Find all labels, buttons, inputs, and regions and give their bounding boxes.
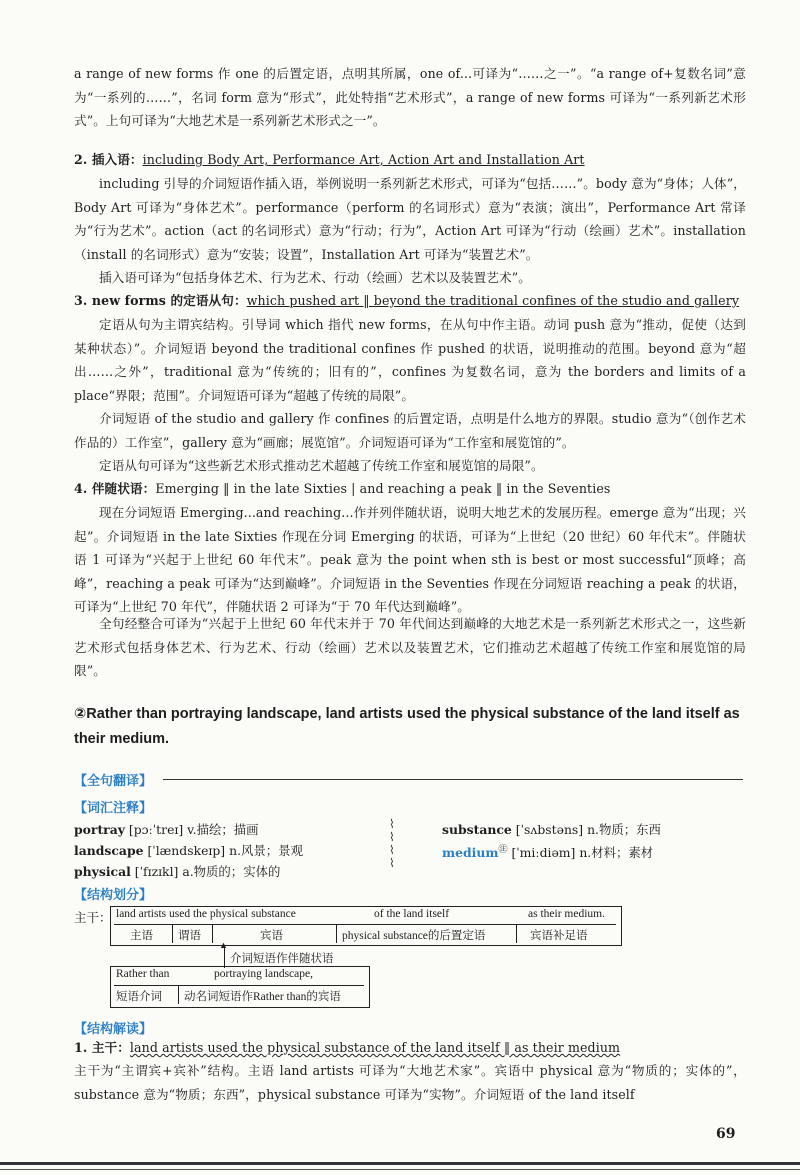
column-divider-icon: ⌇ ⌇ ⌇ ⌇	[389, 817, 395, 870]
heading-attributive-clause	[74, 289, 746, 313]
vocab-entry: portray [pɔːˈtreɪ] v.描绘；描画	[74, 822, 259, 837]
section-title-translation: 【全句翻译】	[74, 774, 153, 789]
diagram-label-object: 宾语	[260, 930, 283, 942]
diagram-seg-compl: as their medium.	[528, 908, 605, 920]
heading-text: including Body Art, Performance Art, Action Art and Installation Art	[142, 152, 585, 167]
paragraph-main-clause: 主干为“主谓宾+宾补”结构。主语 land artists 可译为“大地艺术家”。宾语中 physical 意为“物质的；实体的”，substance 意为“物质；东西”，physical substance 可译为“实物”。介词短语 of the land itself	[74, 1063, 746, 1102]
paragraph-participle: 现在分词短语 Emerging...and reaching...作并列伴随状语，说明大地艺术的发展历程。emerge 意为“出现；兴起”。介词短语 in the late Sixties 作现在分词 Emerging 的状语，可译为“上世纪（20 世纪）60 年代末”。伴随状语 1 可译为“兴起于上世纪 60 年代末”。peak 意为 the point when sth is best or most successful“顶峰；高峰”，reaching a peak 可译为“达到巅峰”。介词短语 in the Seventies 作现在分词短语 reaching a peak 的状语，可译为“上世纪 70 年代”，伴随状语 2 可译为“于 70 年代达到巅峰”。	[74, 505, 746, 614]
key-word-mark-icon: ㊟	[498, 845, 508, 855]
heading-parenthesis	[74, 148, 746, 172]
section-title-vocab: 【词汇注释】	[74, 801, 153, 816]
paragraph-studio-gallery: 介词短语 of the studio and gallery 作 confines 的后置定语，点明是什么地方的界限。studio 意为“（创作艺术作品的）工作室”，gallery 意为“画廊；展览馆”。介词短语可译为“工作室和展览馆的”。	[74, 411, 746, 450]
diagram-label-compl: 宾语补足语	[530, 930, 588, 942]
diagram-underline	[114, 985, 364, 986]
vocab-entry: physical [ˈfɪzɪkl] a.物质的；实体的	[74, 864, 281, 879]
heading-text: land artists used the physical substance of the land itself ‖ as their medium	[129, 1040, 621, 1055]
arrow-up-icon: ▲	[219, 940, 228, 950]
diagram-sep	[516, 925, 517, 943]
footer-rule	[0, 1162, 800, 1165]
heading-text: Emerging ‖ in the late Sixties | and reaching a peak ‖ in the Seventies	[155, 481, 611, 496]
diagram-underline	[114, 924, 616, 925]
diagram-seg-postmod: of the land itself	[374, 908, 450, 920]
diagram-box2-lab1: 短语介词	[116, 991, 162, 1003]
diagram-sep	[172, 925, 173, 943]
diagram-sep	[178, 986, 179, 1004]
diagram-box2-seg1: Rather than	[116, 968, 170, 980]
vocab-entry: medium㊟ [ˈmiːdiəm] n.材料；素材	[442, 845, 654, 861]
vocab-entry: landscape [ˈlændskeɪp] n.风景；景观	[74, 843, 303, 858]
diagram-sep	[336, 925, 337, 943]
translation-answer-line[interactable]	[163, 779, 743, 780]
diagram-label-subject: 主语	[130, 930, 153, 942]
vocab-list-right	[442, 819, 661, 863]
section-title-structure-analysis: 【结构解读】	[74, 1022, 153, 1037]
heading-adverbial	[74, 477, 746, 501]
diagram-box2-seg2: portraying landscape,	[214, 968, 313, 980]
section-title-structure-division: 【结构划分】	[74, 888, 153, 903]
diagram-label-verb: 谓语	[178, 930, 201, 942]
heading-main-clause	[74, 1036, 746, 1060]
sentence-structure-diagram	[72, 900, 752, 1015]
vocab-list-left	[74, 819, 303, 882]
vocab-entry: substance [ˈsʌbstəns] n.物质；东西	[442, 822, 661, 837]
paragraph-including: including 引导的介词短语作插入语，举例说明一系列新艺术形式，可译为“包括……”。body 意为“身体；人体”，Body Art 可译为“身体艺术”。performance（perform 的名词形式）意为“表演；演出”，Performance Art 常译为“行为艺术”。action（act 的名词形式）意为“行动；行为”，Action Art 可译为“行动（绘画）艺术”。installation（install 的名词形式）意为“安装；设置”，Installation Art 可译为“装置艺术”。	[74, 176, 746, 262]
heading-text: which pushed art ‖ beyond the traditional confines of the studio and gallery	[246, 293, 740, 308]
diagram-sep	[212, 925, 213, 943]
paragraph-range-of-forms: a range of new forms 作 one 的后置定语，点明其所属，one of...可译为“……之一”。“a range of+复数名词”意为“一系列的……”，名词 form 意为“形式”，此处特指“艺术形式”，a range of new forms 可译为“一系列新艺术形式”。上句可译为“大地艺术是一系列新艺术形式之一”。	[74, 66, 746, 128]
diagram-arrow-label: 介词短语作伴随状语	[230, 953, 334, 965]
paragraph-clause-translation: 定语从句可译为“这些新艺术形式推动艺术超越了传统工作室和展览馆的局限”。	[99, 458, 544, 473]
heading-label: 3. new forms 的定语从句：	[74, 293, 247, 308]
diagram-label-postmod: physical substance的后置定语	[342, 930, 486, 942]
paragraph-parenthesis-translation: 插入语可译为“包括身体艺术、行为艺术、行动（绘画）艺术以及装置艺术”。	[99, 270, 531, 285]
page-number: 69	[716, 1126, 736, 1142]
paragraph-clause-structure: 定语从句为主谓宾结构。引导词 which 指代 new forms，在从句中作主语。动词 push 意为“推动，促使（达到某种状态）”。介词短语 beyond the traditional confines 作 pushed 的状语，说明推动的范围。beyond 意为“超出……之外”，traditional 意为“传统的；旧有的”，confines 为复数名词，意为 the borders and limits of a place“界限；范围”。介词短语可译为“超越了传统的局限”。	[74, 317, 746, 403]
heading-label: 1. 主干：	[74, 1040, 130, 1055]
paragraph-full-translation: 全句经整合可译为“兴起于上世纪 60 年代末并于 70 年代间达到巅峰的大地艺术是一系列新艺术形式之一，这些新艺术形式包括身体艺术、行为艺术、行动（绘画）艺术以及装置艺术，它们推动艺术超越了传统工作室和展览馆的局限”。	[74, 616, 746, 678]
heading-label: 4. 伴随状语：	[74, 481, 156, 496]
example-sentence-2: ②Rather than portraying landscape, land artists used the physical substance of the land itself as their medium.	[74, 706, 740, 747]
diagram-seg-main: land artists used the physical substance	[116, 908, 296, 920]
heading-label: 2. 插入语：	[74, 152, 143, 167]
diagram-main-label: 主干：	[74, 911, 112, 925]
diagram-box2-lab2: 动名词短语作Rather than的宾语	[184, 991, 341, 1003]
footer-rule	[0, 1169, 800, 1170]
